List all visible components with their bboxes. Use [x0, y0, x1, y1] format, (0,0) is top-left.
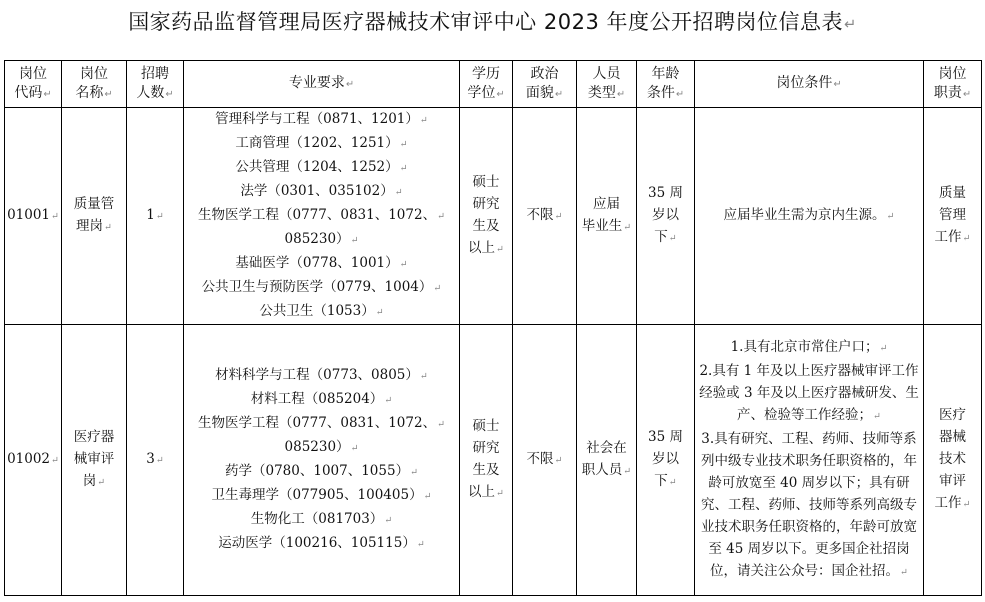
paragraph-mark-icon: ↵ [384, 395, 393, 406]
paragraph-mark-icon: ↵ [423, 491, 432, 502]
cell-type-text [582, 193, 631, 239]
cell-duty-text [935, 404, 971, 516]
table-row [5, 325, 982, 596]
cell-duty-text-line: 医疗 [938, 407, 966, 423]
header-duty [924, 61, 982, 108]
cell-age-text-line: 35 周 [648, 185, 683, 201]
header-count-text-line: 人数↵ [136, 84, 174, 101]
cell-name-text-line: 理岗↵ [76, 218, 112, 234]
major-item: 管理科学与工程（0871、1201）↵ [215, 111, 428, 127]
cell-degree-text-line: 硕士 [472, 174, 500, 190]
table-row [5, 108, 982, 325]
condition-item: 3.具有研究、工程、药师、技师等系列中级专业技术职务任职资格的，年龄可放宽至 40 周岁以下；具有研究、工程、药师、技师等系列高级专业技术职务任职资格的，年龄可放宽至 45 周岁以下。更多国企社招岗位，请关注公众号：国企社招。↵ [701, 431, 917, 579]
paragraph-mark-icon: ↵ [384, 515, 393, 526]
condition-item: 1.具有北京市常住户口；↵ [730, 339, 888, 355]
cell-duty-text-line: 器械 [938, 429, 966, 445]
major-item: 公共管理（1204、1252）↵ [235, 159, 408, 175]
cell-political: 不限↵ [513, 108, 577, 325]
paragraph-mark-icon: ↵ [350, 235, 359, 246]
major-item: 085230）↵ [284, 439, 359, 455]
page-title [0, 6, 985, 36]
cell-degree-text-line: 以上↵ [468, 240, 504, 256]
header-conditions [695, 61, 924, 108]
cell-degree [460, 325, 513, 596]
paragraph-mark-icon: ↵ [554, 88, 564, 100]
paragraph-mark-icon: ↵ [554, 455, 563, 466]
header-age-text-line: 条件↵ [646, 84, 685, 101]
cell-age [637, 325, 695, 596]
paragraph-mark-icon: ↵ [962, 88, 972, 100]
cell-duty [924, 325, 982, 596]
paragraph-mark-icon: ↵ [668, 233, 677, 244]
header-political-text [526, 65, 563, 104]
header-age [637, 61, 695, 108]
major-item: 生物医学工程（0777、0831、1072、↵ [198, 207, 445, 223]
cell-duty-text-line: 技术 [938, 451, 966, 467]
cell-conditions: 应届毕业生需为京内生源。↵ [695, 108, 924, 325]
header-duty-text-line: 职责↵ [933, 84, 972, 101]
paragraph-mark-icon: ↵ [416, 539, 425, 550]
cell-age [637, 108, 695, 325]
cell-type-text-line: 社会在 [586, 440, 627, 456]
header-name-text-line: 岗位 [80, 65, 108, 82]
header-conditions-text-line: 岗位条件↵ [776, 75, 842, 91]
header-majors-text [289, 74, 354, 94]
cell-name [62, 325, 127, 596]
paragraph-mark-icon: ↵ [375, 307, 384, 318]
paragraph-mark-icon: ↵ [437, 419, 445, 430]
paragraph-mark-icon: ↵ [496, 488, 504, 499]
header-majors [184, 61, 460, 108]
header-name-text [75, 65, 112, 104]
paragraph-mark-icon: ↵ [886, 211, 895, 222]
major-item: 生物医学工程（0777、0831、1072、↵ [198, 415, 445, 431]
header-majors-text-line: 专业要求↵ [288, 75, 355, 91]
paragraph-mark-icon: ↵ [623, 222, 632, 233]
header-political-text-line: 政治 [530, 65, 559, 82]
paragraph-mark-icon: ↵ [962, 233, 971, 244]
header-age-text-line: 年龄 [651, 65, 680, 82]
cell-duty-text-line: 工作↵ [934, 495, 971, 511]
header-degree-text-line: 学位↵ [467, 84, 505, 101]
cell-degree-text-line: 研究 [472, 196, 500, 212]
paragraph-mark-icon: ↵ [437, 211, 445, 222]
cell-duty-text-line: 工作↵ [934, 229, 971, 245]
paragraph-mark-icon: ↵ [419, 115, 428, 126]
paragraph-mark-icon: ↵ [394, 187, 403, 198]
paragraph-mark-icon: ↵ [51, 455, 59, 466]
major-item: 运动医学（100216、105115）↵ [218, 535, 425, 551]
cell-majors [184, 108, 460, 325]
paragraph-mark-icon: ↵ [843, 16, 857, 33]
major-item: 工商管理（1202、1251）↵ [235, 135, 408, 151]
major-item: 材料工程（085204）↵ [250, 391, 393, 407]
paragraph-mark-icon: ↵ [873, 411, 881, 422]
paragraph-mark-icon: ↵ [616, 88, 626, 100]
condition-item: 2.具有 1 年及以上医疗器械审评工作经验或 3 年及以上医疗器械研发、生产、检验等工作经验；↵ [699, 363, 919, 423]
header-code-text [14, 65, 51, 104]
header-degree [460, 61, 513, 108]
page-title-text: 国家药品监督管理局医疗器械技术审评中心 2023 年度公开招聘岗位信息表 [128, 10, 843, 34]
cell-age-text [648, 426, 683, 494]
paragraph-mark-icon: ↵ [410, 467, 418, 478]
paragraph-mark-icon: ↵ [43, 88, 52, 100]
cell-degree-text-line: 研究 [472, 440, 500, 456]
paragraph-mark-icon: ↵ [433, 283, 442, 294]
paragraph-mark-icon: ↵ [833, 79, 842, 90]
cell-type [577, 325, 637, 596]
paragraph-mark-icon: ↵ [345, 79, 355, 90]
table-body [5, 108, 982, 596]
paragraph-mark-icon: ↵ [879, 343, 888, 354]
header-type-text-line: 类型↵ [587, 84, 626, 101]
cell-degree-text-line: 硕士 [472, 418, 500, 434]
header-type [577, 61, 637, 108]
major-item: 材料科学与工程（0773、0805）↵ [215, 367, 428, 383]
paragraph-mark-icon: ↵ [399, 259, 408, 270]
cell-age-text-line: 35 周 [648, 429, 683, 445]
major-item: 卫生毒理学（077905、100405）↵ [211, 487, 432, 503]
paragraph-mark-icon: ↵ [155, 455, 164, 466]
cell-type [577, 108, 637, 325]
cell-name-text-line: 医疗器 [73, 429, 115, 445]
cell-duty-text-line: 质量 [938, 185, 966, 201]
cell-count: 3↵ [127, 325, 184, 596]
cell-duty-text-line: 管理 [938, 207, 966, 223]
paragraph-mark-icon: ↵ [419, 371, 428, 382]
cell-age-text-line: 岁以 [651, 451, 679, 467]
table-header [5, 61, 982, 108]
header-row [5, 61, 982, 108]
cell-age-text-line: 下↵ [654, 229, 677, 245]
cell-type-text-line: 毕业生↵ [581, 218, 632, 234]
major-item: 基础医学（0778、1001）↵ [235, 255, 408, 271]
paragraph-mark-icon: ↵ [399, 163, 408, 174]
header-type-text [588, 65, 625, 104]
cell-code: 01002↵ [5, 325, 62, 596]
header-code-text-line: 岗位 [19, 65, 47, 82]
major-item: 公共卫生与预防医学（0779、1004）↵ [201, 279, 442, 295]
cell-degree-text [468, 415, 504, 505]
header-age-text [647, 65, 684, 104]
header-political-text-line: 面貌↵ [525, 84, 564, 101]
header-code-text-line: 代码↵ [14, 84, 52, 101]
cell-type-text [582, 437, 631, 483]
cell-degree-text [468, 171, 504, 261]
cell-code: 01001↵ [5, 108, 62, 325]
header-code [5, 61, 62, 108]
header-name [62, 61, 127, 108]
cell-duty-text [935, 182, 971, 250]
cell-type-text-line: 职人员↵ [581, 462, 632, 478]
paragraph-mark-icon: ↵ [668, 477, 677, 488]
header-count-text-line: 招聘 [141, 65, 169, 82]
header-political [513, 61, 577, 108]
paragraph-mark-icon: ↵ [155, 211, 164, 222]
cell-degree-text-line: 以上↵ [468, 484, 504, 500]
cell-majors [184, 325, 460, 596]
cell-age-text-line: 岁以 [651, 207, 679, 223]
cell-name [62, 108, 127, 325]
paragraph-mark-icon: ↵ [675, 88, 685, 100]
paragraph-mark-icon: ↵ [900, 567, 908, 578]
major-item: 药学（0780、1007、1055）↵ [225, 463, 418, 479]
header-degree-text-line: 学历 [472, 65, 500, 82]
cell-degree-text-line: 生及 [472, 462, 500, 478]
header-name-text-line: 名称↵ [75, 84, 113, 101]
header-conditions-text [776, 74, 841, 94]
paragraph-mark-icon: ↵ [350, 443, 359, 454]
paragraph-mark-icon: ↵ [104, 222, 112, 233]
header-duty-text-line: 岗位 [938, 65, 967, 82]
major-item: 生物化工（081703）↵ [250, 511, 393, 527]
paragraph-mark-icon: ↵ [97, 477, 106, 488]
paragraph-mark-icon: ↵ [399, 139, 408, 150]
recruitment-table [4, 60, 982, 596]
header-duty-text [934, 65, 971, 104]
header-degree-text [467, 65, 504, 104]
paragraph-mark-icon: ↵ [104, 88, 113, 100]
cell-conditions [695, 325, 924, 596]
cell-degree-text-line: 生及 [472, 218, 500, 234]
paragraph-mark-icon: ↵ [496, 88, 505, 100]
major-item: 085230）↵ [284, 231, 359, 247]
cell-name-text-line: 质量管 [73, 196, 115, 212]
cell-name-text-line: 岗↵ [82, 473, 106, 489]
cell-count: 1↵ [127, 108, 184, 325]
cell-name-text [74, 426, 115, 494]
cell-age-text [648, 182, 683, 250]
cell-name-text-line: 械审评 [73, 451, 115, 467]
paragraph-mark-icon: ↵ [962, 499, 971, 510]
header-count-text [136, 65, 173, 104]
major-item: 法学（0301、035102）↵ [240, 183, 403, 199]
major-item: 公共卫生（1053）↵ [259, 303, 384, 319]
header-type-text-line: 人员 [592, 65, 621, 82]
cell-age-text-line: 下↵ [654, 473, 677, 489]
cell-degree [460, 108, 513, 325]
cell-duty [924, 108, 982, 325]
paragraph-mark-icon: ↵ [554, 211, 563, 222]
cell-name-text [74, 193, 115, 239]
cell-type-text-line: 应届 [592, 196, 620, 212]
cell-political: 不限↵ [513, 325, 577, 596]
paragraph-mark-icon: ↵ [623, 466, 632, 477]
paragraph-mark-icon: ↵ [51, 211, 59, 222]
cell-duty-text-line: 审评 [938, 473, 966, 489]
paragraph-mark-icon: ↵ [496, 244, 504, 255]
header-count [127, 61, 184, 108]
paragraph-mark-icon: ↵ [165, 88, 174, 100]
